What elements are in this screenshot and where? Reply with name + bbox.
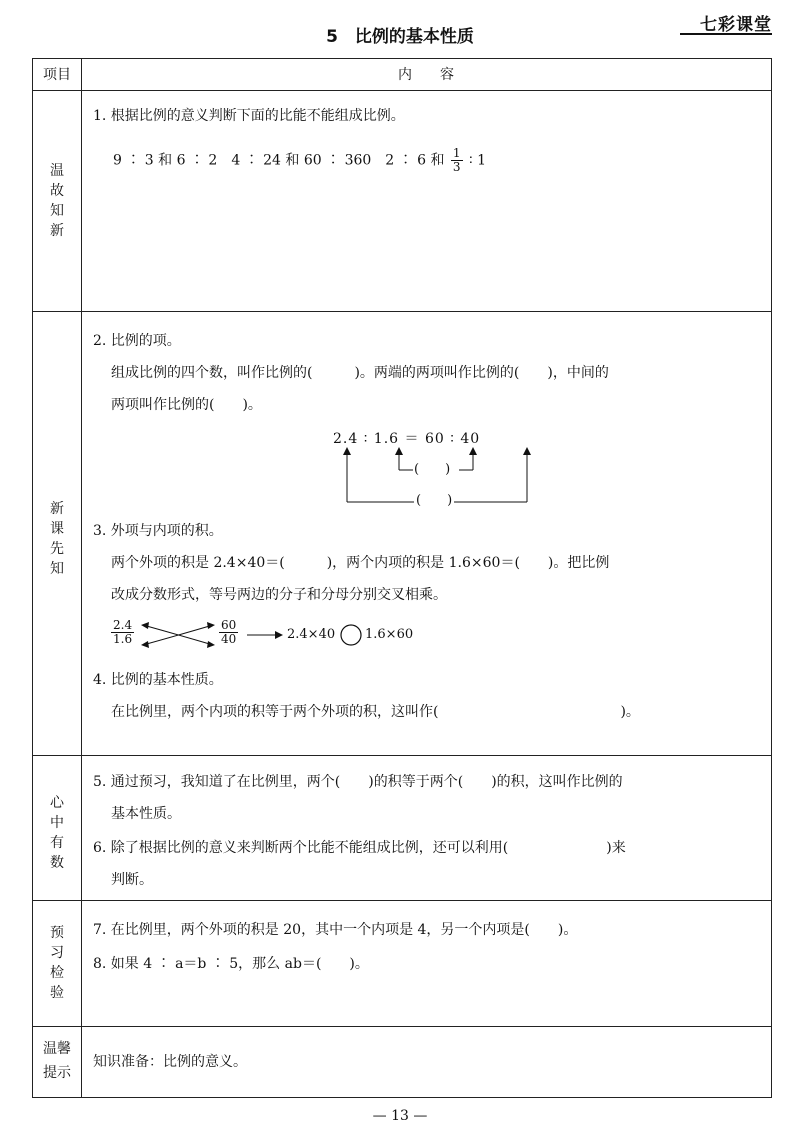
section-label-check: 预习检验 bbox=[50, 925, 64, 1001]
question-2-line1: 组成比例的四个数，叫作比例的( )。两端的两项叫作比例的( )，中间的 bbox=[111, 365, 609, 381]
question-6-line1: 6. 除了根据比例的意义来判断两个比能不能组成比例，还可以利用( )来 bbox=[93, 840, 626, 856]
fraction-one-third: $\frac{1}{3}$ bbox=[452, 146, 461, 174]
question-1: 1. 根据比例的意义判断下面的比能不能组成比例。 bbox=[93, 108, 405, 124]
col-header-item: 项目 bbox=[43, 67, 71, 83]
question-5-line1: 5. 通过预习，我知道了在比例里，两个( )的积等于两个( )的积，这叫作比例的 bbox=[93, 774, 623, 790]
row-divider bbox=[33, 900, 771, 901]
diagram-equation: 2.4 ∶ 1.6 ＝ 60 ∶ 40 bbox=[333, 431, 481, 447]
question-5-line2: 基本性质。 bbox=[111, 806, 181, 822]
question-8: 8. 如果 4 ∶ a＝b ∶ 5，那么 ab＝( )。 bbox=[93, 956, 369, 972]
question-4-title: 4. 比例的基本性质。 bbox=[93, 672, 223, 688]
cross-product-left: 2.4×40 bbox=[287, 627, 336, 642]
section-label-new: 新课先知 bbox=[50, 501, 64, 577]
question-3-line1: 两个外项的积是 2.4×40＝( )，两个内项的积是 1.6×60＝( )。把比例 bbox=[111, 555, 610, 571]
question-4-line: 在比例里，两个内项的积等于两个外项的积，这叫作( )。 bbox=[111, 704, 640, 720]
question-7: 7. 在比例里，两个外项的积是 20，其中一个内项是 4，另一个内项是( )。 bbox=[93, 922, 578, 938]
col-header-content: 内 容 bbox=[398, 67, 454, 83]
section-label-tip: 温馨提示 bbox=[43, 1041, 71, 1081]
row-divider bbox=[33, 755, 771, 756]
fraction-left: $\frac{2.4}{1.6}$ bbox=[113, 618, 133, 646]
cross-arrows bbox=[33, 59, 771, 1097]
question-2-line2: 两项叫作比例的( )。 bbox=[111, 397, 262, 413]
tip-text: 知识准备：比例的意义。 bbox=[93, 1054, 247, 1070]
page-number: — 13 — bbox=[372, 1108, 428, 1124]
comparison-circle bbox=[341, 625, 361, 645]
diagram-outer-blank: ( ) bbox=[414, 491, 454, 511]
question-6-line2: 判断。 bbox=[111, 872, 153, 888]
fraction-right: $\frac{60}{40}$ bbox=[221, 618, 237, 646]
ratio-tail: ∶ 1 bbox=[469, 152, 487, 169]
question-3-line2: 改成分数形式，等号两边的分子和分母分别交叉相乘。 bbox=[111, 587, 447, 603]
question-3-title: 3. 外项与内项的积。 bbox=[93, 523, 223, 539]
section-label-review: 温故知新 bbox=[50, 163, 64, 239]
brand-logo: 七彩课堂 bbox=[700, 15, 772, 35]
worksheet-table bbox=[32, 58, 772, 1098]
cross-product-right: 1.6×60 bbox=[365, 627, 414, 642]
row-divider bbox=[33, 1026, 771, 1027]
section-label-mind: 心中有数 bbox=[50, 795, 64, 871]
question-2-title: 2. 比例的项。 bbox=[93, 333, 181, 349]
brand-logo-underline bbox=[680, 33, 772, 35]
page-title: 5 比例的基本性质 bbox=[326, 27, 474, 47]
ratio-pairs: 9 ∶ 3 和 6 ∶ 2 4 ∶ 24 和 60 ∶ 360 2 ∶ 6 和 bbox=[113, 152, 445, 169]
diagram-inner-blank: ( ) bbox=[414, 462, 451, 477]
